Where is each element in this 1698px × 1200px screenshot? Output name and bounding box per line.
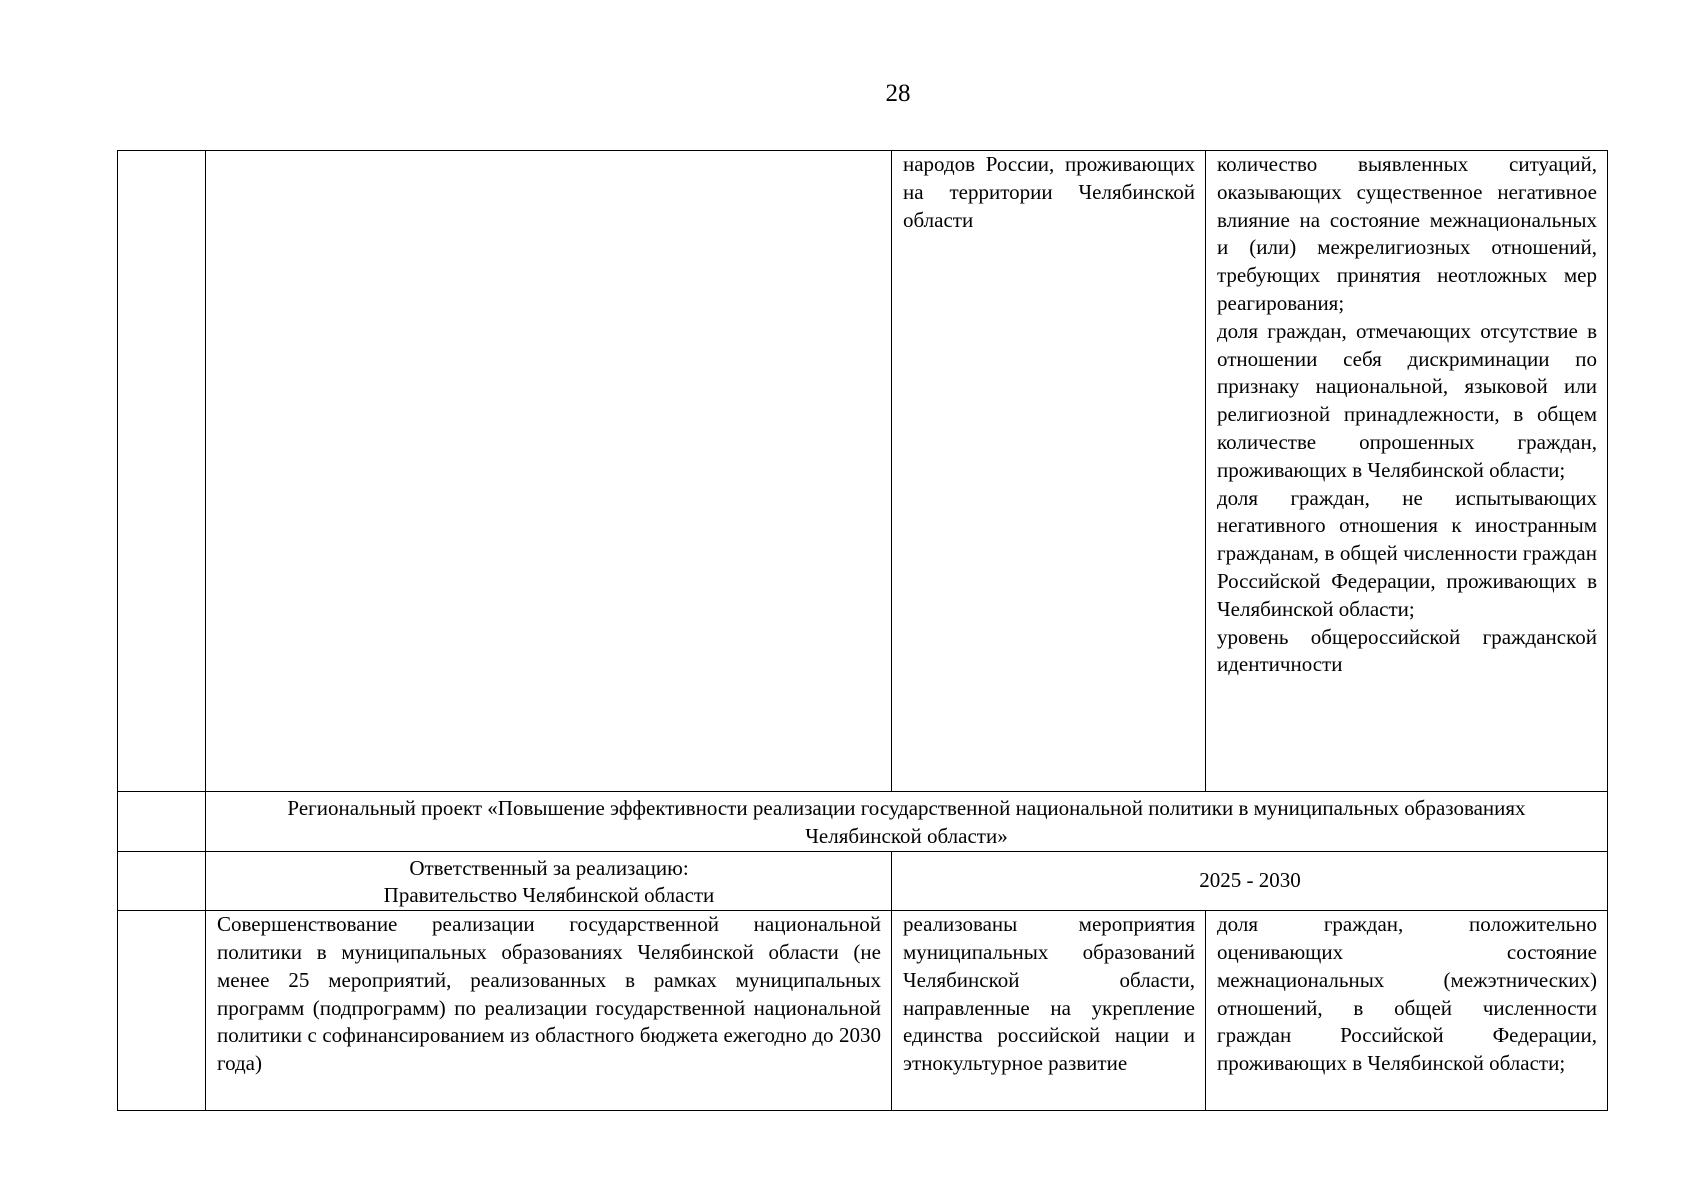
indicator-item: уровень общероссийской гражданской идентичности (1217, 624, 1597, 677)
task-text: Совершенствование реализации государственной национальной политики в муниципальных образованиях Челябинской области (не менее 25 мероприятий, реализованных в рамках муниципальных программ (подпрограмм) по реализации государственной национальной политики с софинансированием из областного бюджета ежегодно до 2030 года) (206, 911, 892, 1111)
cell-result (892, 151, 1206, 792)
program-table (117, 150, 1608, 1111)
cell-task (206, 151, 892, 792)
responsible-organization: Правительство Челябинской области (383, 883, 715, 908)
table-row (118, 911, 1608, 1111)
result-text: реализованы мероприятия муниципальных образований Челябинской области, направленные на укрепление единства российской нации и этнокультурное развитие (892, 911, 1206, 1111)
indicator-item: доля граждан, не испытывающих негативного отношения к иностранным гражданам, в общей численности граждан Российской Федерации, проживающих в Челябинской области; (1217, 485, 1597, 621)
indicator-item: доля граждан, отмечающих отсутствие в отношении себя дискриминации по признаку национальной, языковой или религиозной принадлежности, в общем количестве опрошенных граждан, проживающих в Челябинской области; (1217, 318, 1597, 482)
result-text: народов России, проживающих на территории Челябинской области (903, 152, 1195, 232)
responsible-cell (206, 851, 892, 911)
implementation-period: 2025 - 2030 (892, 851, 1608, 911)
table-row (118, 792, 1608, 852)
regional-project-title: Региональный проект «Повышение эффективности реализации государственной национальной политики в муниципальных образованиях Челябинской области» (206, 792, 1608, 852)
responsible-label: Ответственный за реализацию: (409, 855, 689, 880)
cell-number (118, 151, 206, 792)
cell-number (118, 851, 206, 911)
cell-number (118, 792, 206, 852)
cell-number (118, 911, 206, 1111)
table-row (118, 151, 1608, 792)
page-number: 28 (885, 80, 911, 107)
cell-indicators (1206, 151, 1608, 792)
indicator-item: количество выявленных ситуаций, оказывающих существенное негативное влияние на состояние межнациональных и (или) межрелигиозных отношений, требующих принятия неотложных мер реагирования; (1217, 152, 1597, 315)
table-row (118, 851, 1608, 911)
indicator-text: доля граждан, положительно оценивающих состояние межнациональных (межэтнических) отношений, в общей численности граждан Российской Федерации, проживающих в Челябинской области; (1206, 911, 1608, 1111)
